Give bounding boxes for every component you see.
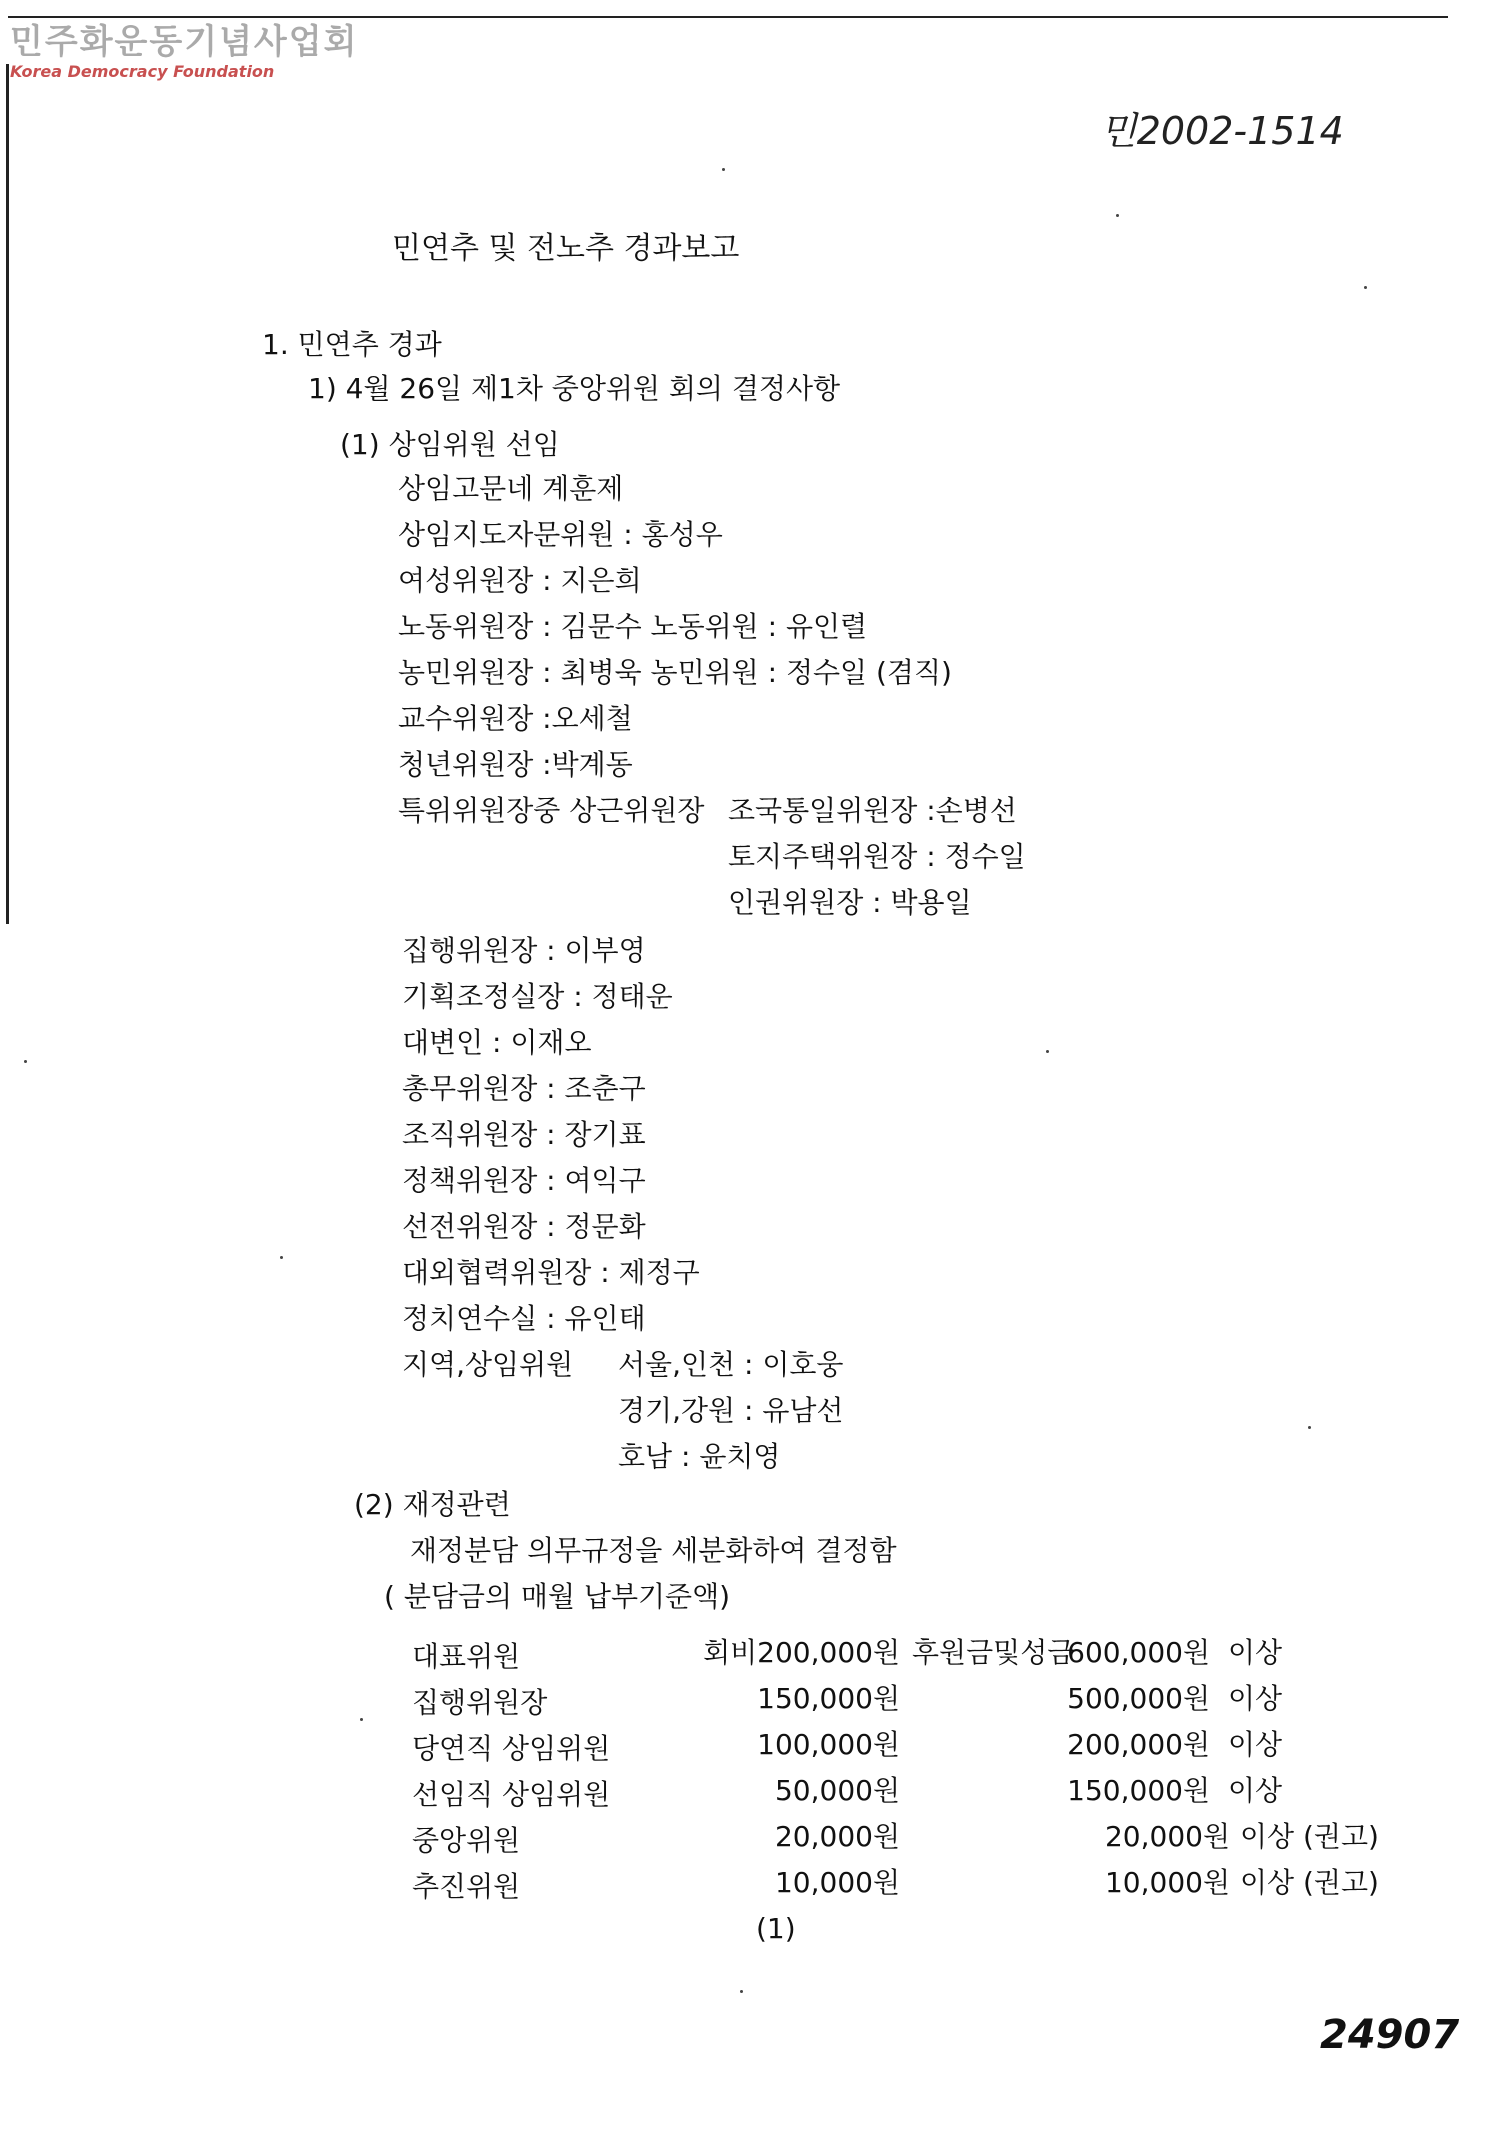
special-committee-label: 특위위원장중 상근위원장 — [398, 794, 705, 827]
scan-speck — [1364, 286, 1367, 289]
finance-suffix: 이상 — [1228, 1728, 1283, 1761]
finance-donation: 500,000원 — [1067, 1682, 1210, 1715]
executive-line: 선전위원장 : 정문화 — [402, 1210, 646, 1243]
finance-suffix: 이상 — [1228, 1774, 1283, 1807]
special-committee-member: 인권위원장 : 박용일 — [728, 886, 972, 919]
appointment-line: 청년위원장 :박계동 — [398, 748, 633, 781]
finance-fee: 50,000원 — [774, 1774, 900, 1807]
executive-line: 대외협력위원장 : 제정구 — [402, 1256, 700, 1289]
regional-member: 경기,강원 : 유남선 — [618, 1394, 844, 1427]
subsection-heading: (2) 재정관련 — [354, 1488, 511, 1521]
finance-note: ( 분담금의 매월 납부기준액) — [384, 1580, 731, 1613]
executive-line: 대변인 : 이재오 — [402, 1026, 592, 1059]
finance-donation: 200,000원 — [1067, 1728, 1210, 1761]
appointment-line: 상임고문네 계훈제 — [398, 472, 624, 505]
scan-speck — [1116, 214, 1119, 217]
page-number: (1) — [756, 1912, 796, 1945]
finance-suffix: 이상 (권고) — [1240, 1820, 1379, 1853]
archive-stamp: 민2002-1514 — [1100, 109, 1344, 153]
finance-suffix: 이상 — [1228, 1636, 1283, 1669]
scan-speck — [722, 168, 725, 171]
special-committee-member: 조국통일위원장 :손병선 — [728, 794, 1017, 827]
finance-suffix: 이상 — [1228, 1682, 1283, 1715]
scan-speck — [740, 1990, 743, 1993]
appointment-line: 상임지도자문위원 : 홍성우 — [398, 518, 723, 551]
special-committee-member: 토지주택위원장 : 정수일 — [728, 840, 1026, 873]
scan-speck — [1046, 1050, 1049, 1053]
appointment-line: 여성위원장 : 지은희 — [398, 564, 642, 597]
finance-donation: 600,000원 — [1067, 1636, 1210, 1669]
finance-description: 재정분담 의무규정을 세분화하여 결정함 — [410, 1534, 897, 1567]
finance-donation-label: 후원금및성금 — [912, 1636, 1075, 1669]
scan-speck — [24, 1060, 27, 1063]
subsection-heading: (1) 상임위원 선임 — [340, 428, 560, 461]
finance-donation: 150,000원 — [1067, 1774, 1210, 1807]
finance-role: 집행위원장 — [412, 1686, 548, 1719]
foundation-logo — [10, 22, 358, 82]
serial-number: 24907 — [1320, 2012, 1460, 2058]
appointment-line: 농민위원장 : 최병욱 농민위원 : 정수일 (겸직) — [398, 656, 952, 689]
executive-line: 정책위원장 : 여익구 — [402, 1164, 646, 1197]
finance-suffix: 이상 (권고) — [1240, 1866, 1379, 1899]
regional-member: 호남 : 윤치영 — [618, 1440, 781, 1473]
section-heading: 1. 민연추 경과 — [262, 328, 442, 361]
executive-line: 정치연수실 : 유인태 — [402, 1302, 646, 1335]
appointment-line: 교수위원장 :오세철 — [398, 702, 633, 735]
scan-speck — [360, 1718, 363, 1721]
executive-line: 총무위원장 : 조춘구 — [402, 1072, 646, 1105]
left-margin-rule — [6, 64, 9, 924]
finance-role: 추진위원 — [412, 1870, 521, 1903]
regional-member: 서울,인천 : 이호웅 — [618, 1348, 844, 1381]
executive-line: 집행위원장 : 이부영 — [402, 934, 646, 967]
finance-role: 선임직 상임위원 — [412, 1778, 611, 1811]
item-heading: 1) 4월 26일 제1차 중앙위원 회의 결정사항 — [308, 372, 841, 405]
finance-fee: 100,000원 — [757, 1728, 900, 1761]
finance-role: 당연직 상임위원 — [412, 1732, 611, 1765]
finance-donation: 10,000원 — [1104, 1866, 1230, 1899]
finance-fee: 10,000원 — [774, 1866, 900, 1899]
finance-fee: 20,000원 — [774, 1820, 900, 1853]
header-rule — [8, 16, 1448, 18]
scan-speck — [280, 1256, 283, 1259]
logo-korean-text: 민주화운동기념사업회 — [10, 22, 359, 62]
scan-speck — [1308, 1426, 1311, 1429]
finance-role: 대표위원 — [412, 1640, 521, 1673]
finance-role: 중앙위원 — [412, 1824, 521, 1857]
executive-line: 조직위원장 : 장기표 — [402, 1118, 646, 1151]
logo-english-text: Korea Democracy Foundation — [10, 62, 275, 81]
executive-line: 기획조정실장 : 정태운 — [402, 980, 673, 1013]
regional-label: 지역,상임위원 — [402, 1348, 574, 1381]
finance-fee: 회비200,000원 — [703, 1636, 900, 1669]
finance-donation: 20,000원 — [1104, 1820, 1230, 1853]
appointment-line: 노동위원장 : 김문수 노동위원 : 유인렬 — [398, 610, 868, 643]
finance-fee: 150,000원 — [757, 1682, 900, 1715]
document-title: 민연추 및 전노추 경과보고 — [392, 231, 740, 266]
